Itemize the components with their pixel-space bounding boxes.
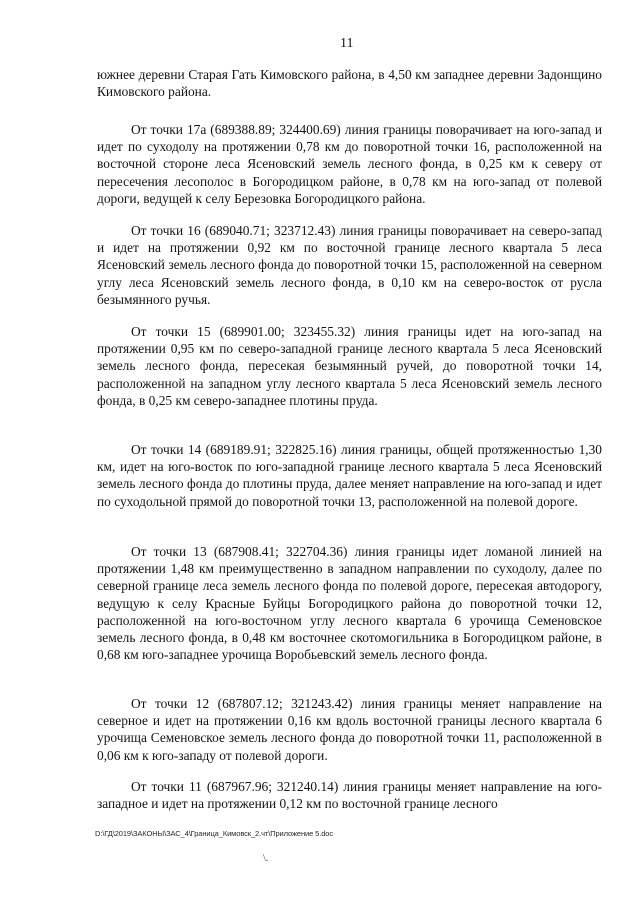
paragraph-point-13: От точки 13 (687908.41; 322704.36) линия границы идет ломаной линией на протяжении 1,48 км преимущественно в западном направлении по суходолу, далее по северной границе леса земель лесного фонда по полевой дороге, пересекая автодорогу, ведущую к селу Красные Буйцы Богородицкого района до поворотной точки 12, расположенной на юго-восточном углу лесного квартала 6 урочища Семеновское земель лесного фонда, в 0,48 км восточнее скотомогильника в Богородицком районе, в 0,68 км юго-западнее урочища Воробьевский земель лесного фонда. — [97, 544, 602, 663]
paragraph-point-15: От точки 15 (689901.00; 323455.32) линия границы идет на юго-запад на протяжении 0,95 км по северо-западной границе лесного квартала 5 леса Ясеновский земель лесного фонда, пересекая безымянный ручей, до поворотной точки 14, расположенной на западном углу лесного квартала 5 леса Ясеновский земель лесного фонда, в 0,25 км северо-западнее плотины пруда. — [97, 324, 602, 408]
footer-mark: \. — [263, 853, 269, 864]
paragraph-continuation: южнее деревни Старая Гать Кимовского района, в 4,50 км западнее деревни Задонщино Кимовского района. — [97, 67, 602, 100]
paragraph-point-11: От точки 11 (687967.96; 321240.14) линия границы меняет направление на юго-западное и идет на протяжении 0,12 км по восточной границе лесного — [97, 779, 602, 812]
paragraph-point-16: От точки 16 (689040.71; 323712.43) линия границы поворачивает на северо-запад и идет на протяжении 0,92 км по восточной границе лесного квартала 5 леса Ясеновский земель лесного фонда до поворотной точки 15, расположенной на северном углу леса Ясеновский земель лесного фонда, в 0,10 км на северо-восток от русла безымянного ручья. — [97, 223, 602, 307]
paragraph-point-12: От точки 12 (687807.12; 321243.42) линия границы меняет направление на северное и идет на протяжении 0,16 км вдоль восточной границы лесного квартала 6 урочища Семеновское земель лесного фонда до поворотной точки 11, расположенной в 0,06 км к юго-западу от полевой дороги. — [97, 696, 602, 763]
paragraph-point-17a: От точки 17а (689388.89; 324400.69) линия границы поворачивает на юго-запад и идет по суходолу на протяжении 0,78 км до поворотной точки 16, расположенной на восточной стороне леса Ясеновский земель лесного фонда, в 0,25 км к северу от пересечения лесополос в Богородицком районе, в 0,78 км на юго-запад от полевой дороги, ведущей к селу Березовка Богородицкого района. — [97, 122, 602, 206]
footer-file-path: D:\ГД\2019\ЗАКОНЫ\ЗАС_4\Граница_Кимовск_2.чт\Приложение 5.doc — [95, 829, 334, 838]
paragraph-point-14: От точки 14 (689189.91; 322825.16) линия границы, общей протяженностью 1,30 км, идет на юго-восток по юго-западной границе лесного квартала 5 леса Ясеновский земель лесного фонда до плотины пруда, далее меняет направление на юго-запад и идет по суходольной прямой до поворотной точки 13, расположенной на полевой дороге. — [97, 442, 602, 509]
page-number: 11 — [340, 36, 354, 51]
